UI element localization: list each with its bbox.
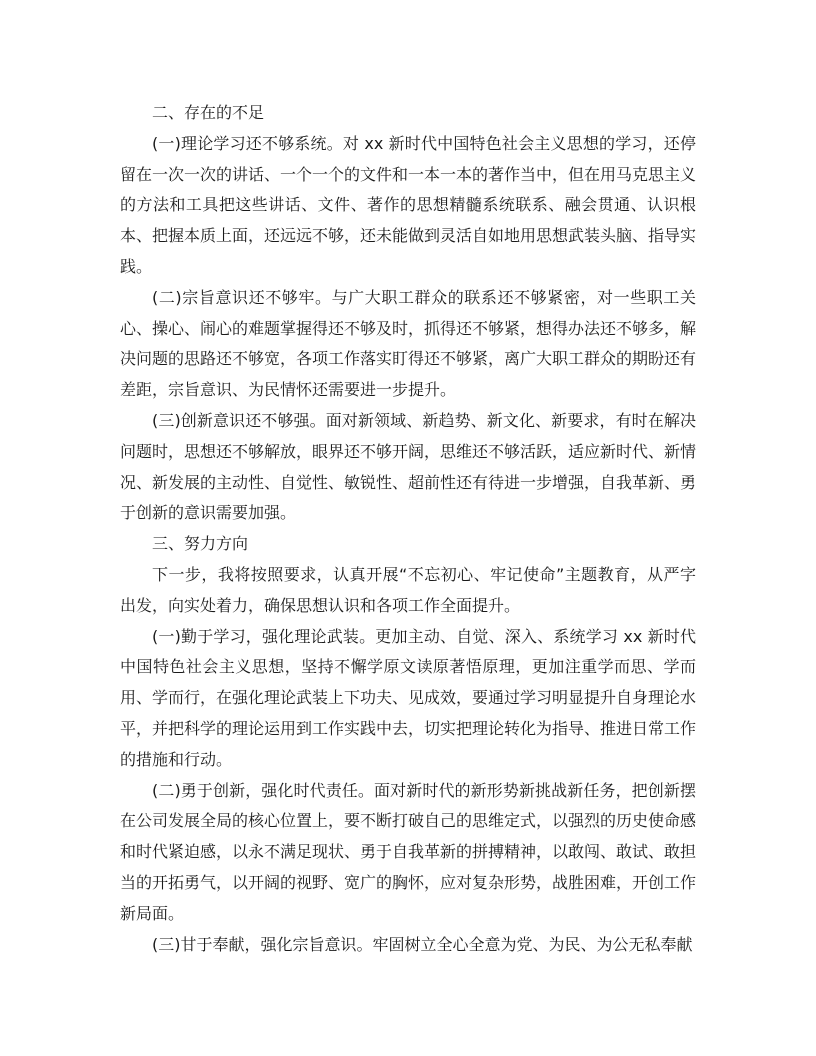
paragraph-theory-study: (一)理论学习还不够系统。对 xx 新时代中国特色社会主义思想的学习，还停留在一次一次的讲话、一个一个的文件和一本一本的著作当中，但在用马克思主义的方法和工具把这些讲话、文件、著作的思想精髓系统联系、融会贯通、认识根本、把握本质上面，还远远不够，还未能做到灵活自如地用思想武装头脑、指导实践。 <box>120 133 697 276</box>
paragraph-dedication: (三)甘于奉献，强化宗旨意识。牢固树立全心全意为党、为民、为公无私奉献 <box>152 934 693 954</box>
section-heading-direction: 三、努力方向 <box>152 534 249 554</box>
section-heading-shortcomings: 二、存在的不足 <box>152 103 265 122</box>
paragraph-bold-innovation: (二)勇于创新，强化时代责任。面对新时代的新形势新挑战新任务，把创新摆在公司发展全局的核心位置上，要不断打破自己的思维定式，以强烈的历史使命感和时代紧迫感，以永不满足现状、勇于自我革新的拼搏精神，以敢闯、敢试、敢担当的开拓勇气，以开阔的视野、宽广的胸怀，应对复杂形势，战胜困难，开创工作新局面。 <box>120 780 697 923</box>
paragraph-diligent-study: (一)勤于学习，强化理论武装。更加主动、自觉、深入、系统学习 xx 新时代中国特色社会主义思想，坚持不懈学原文读原著悟原理，更加注重学而思、学而用、学而行，在强化理论武装上下功夫、见成效，要通过学习明显提升自身理论水平，并把科学的理论运用到工作实践中去，切实把理论转化为指导、推进日常工作的措施和行动。 <box>120 626 697 769</box>
paragraph-next-step: 下一步，我将按照要求，认真开展“不忘初心、牢记使命”主题教育，从严字出发，向实处着力，确保思想认识和各项工作全面提升。 <box>120 564 696 615</box>
paragraph-innovation-awareness: (三)创新意识还不够强。面对新领域、新趋势、新文化、新要求，有时在解决问题时，思想还不够解放，眼界还不够开阔，思维还不够活跃，适应新时代、新情况、新发展的主动性、自觉性、敏锐性、超前性还有待进一步增强，自我革新、勇于创新的意识需要加强。 <box>120 410 697 523</box>
paragraph-purpose-awareness: (二)宗旨意识还不够牢。与广大职工群众的联系还不够紧密，对一些职工关心、操心、闹心的难题掌握得还不够及时，抓得还不够紧，想得办法还不够多，解决问题的思路还不够宽，各项工作落实盯得还不够紧，离广大职工群众的期盼还有差距，宗旨意识、为民情怀还需要进一步提升。 <box>120 287 697 400</box>
document-body <box>120 98 696 960</box>
